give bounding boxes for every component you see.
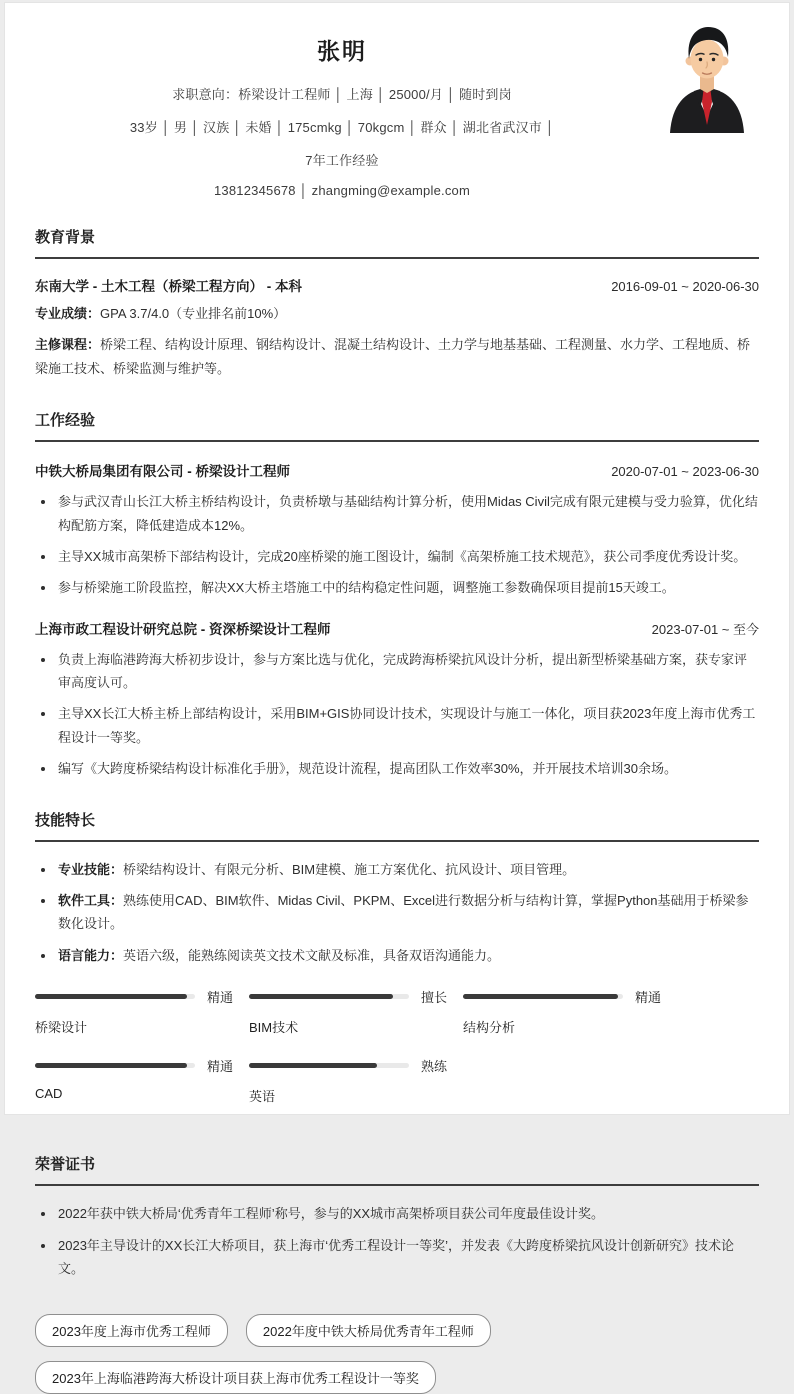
job-date-range: 2020-07-01 ~ 2023-06-30 (611, 464, 759, 480)
skill-bars-grid (35, 987, 759, 1125)
skill-bar (249, 1056, 448, 1105)
job-bullet-list (35, 648, 759, 781)
skill-bar-track (249, 1063, 409, 1068)
education-gpa-line (35, 302, 759, 326)
skills-bullet-list (35, 858, 759, 968)
education-date-range: 2016-09-01 ~ 2020-06-30 (611, 279, 759, 294)
job-bullet: • 负责上海临港跨海大桥初步设计，参与方案比选与优化，完成跨海桥梁抗风设计分析，提出新型桥梁基础方案，获专家评审高度认可。 (56, 648, 759, 695)
skill-name: BIM技术 (249, 1020, 299, 1036)
education-entry-head (35, 275, 759, 295)
education-courses-label: 主修课程： (35, 337, 101, 353)
skill-bar-track (463, 994, 623, 999)
section-skills (35, 809, 759, 1126)
education-courses-line (35, 333, 759, 381)
section-honors (35, 1153, 759, 1394)
job-entry-head (35, 618, 759, 638)
job-bullet: • 编写《大跨度桥梁结构设计标准化手册》，规范设计流程，提高团队工作效率30%，并开展技术培训30余场。 (56, 757, 759, 780)
honor-tag-badge: 2022年度中铁大桥局优秀青年工程师 (246, 1314, 491, 1347)
education-gpa-value: GPA 3.7/4.0（专业排名前10%） (100, 306, 287, 321)
job-bullet: • 主导XX城市高架桥下部结构设计，完成20座桥梁的施工图设计，编制《高架桥施工技术规范》，获公司季度优秀设计奖。 (56, 545, 759, 568)
honor-bullet: • 2023年主导设计的XX长江大桥项目，获上海市‘优秀工程设计一等奖’，并发表《大跨度桥梁抗风设计创新研究》技术论文。 (56, 1234, 759, 1281)
skill-bar (249, 987, 448, 1036)
personal-info-line: 33岁 │ 男 │ 汉族 │ 未婚 │ 175cmkg │ 70kgcm │ 群众 │ 湖北省武汉市 │ (129, 120, 555, 135)
profile-photo (655, 23, 759, 133)
section-title-education: 教育背景 (35, 226, 759, 259)
skill-bullet-text: 熟练使用CAD、BIM软件、Midas Civil、PKPM、Excel进行数据分析与结构计算，掌握Python基础用于桥梁参数化设计。 (58, 893, 749, 932)
skill-name: 结构分析 (463, 1020, 516, 1036)
profile-photo-illustration (655, 23, 759, 133)
skill-name: 桥梁设计 (35, 1020, 88, 1036)
skill-bar (35, 987, 234, 1036)
skill-name: 英语 (249, 1089, 276, 1105)
job-bullet: • 参与桥梁施工阶段监控，解决XX大桥主塔施工中的结构稳定性问题，调整施工参数确保项目提前15天竣工。 (56, 576, 759, 599)
skill-level-label: 精通 (635, 990, 662, 1006)
skill-bar (463, 987, 662, 1036)
job-bullet: • 主导XX长江大桥主桥上部结构设计，采用BIM+GIS协同设计技术，实现设计与施工一体化，项目获2023年度上海市优秀工程设计一等奖。 (56, 702, 759, 749)
skill-bar-fill (249, 1063, 377, 1068)
skill-level-label: 熟练 (421, 1059, 448, 1075)
job-company-role: 上海市政工程设计研究总院 - 资深桥梁设计工程师 (35, 621, 331, 637)
job-entry (35, 618, 759, 781)
section-title-honors: 荣誉证书 (35, 1153, 759, 1186)
job-date-range: 2023-07-01 ~ 至今 (651, 621, 759, 637)
skill-bullet-text: 桥梁结构设计、有限元分析、BIM建模、施工方案优化、抗风设计、项目管理。 (123, 861, 576, 877)
section-title-skills: 技能特长 (35, 809, 759, 842)
honor-tag-badge: 2023年度上海市优秀工程师 (35, 1314, 228, 1347)
section-title-work: 工作经验 (35, 409, 759, 442)
skill-bar-fill (463, 994, 618, 999)
skill-bullet-label: 软件工具： (58, 893, 124, 909)
section-work-experience (35, 409, 759, 781)
resume-page (4, 2, 790, 1387)
skill-bar-track (35, 994, 195, 999)
skill-bullet-label: 语言能力： (58, 947, 124, 963)
skill-level-label: 擅长 (421, 990, 448, 1006)
education-courses-value: 桥梁工程、结构设计原理、钢结构设计、混凝土结构设计、土力学与地基基础、工程测量、水力学、工程地质、桥梁施工技术、桥梁监测与维护等。 (35, 337, 751, 377)
skill-bullet-text: 英语六级，能熟练阅读英文技术文献及标准，具备双语沟通能力。 (123, 947, 501, 963)
candidate-name: 张明 (317, 38, 367, 64)
honor-tags (35, 1314, 759, 1394)
honor-bullet: • 2022年获中铁大桥局‘优秀青年工程师’称号，参与的XX城市高架桥项目获公司年度最佳设计奖。 (56, 1202, 759, 1225)
skill-name: CAD (35, 1086, 63, 1102)
job-entry-head (35, 460, 759, 480)
skill-bar-fill (249, 994, 393, 999)
job-entry (35, 460, 759, 600)
education-gpa-label: 专业成绩： (35, 306, 101, 321)
honors-bullet-list (35, 1202, 759, 1280)
skill-bar-track (249, 994, 409, 999)
skill-bar-fill (35, 1063, 187, 1068)
experience-years-line: 7年工作经验 (305, 153, 379, 168)
education-school-degree: 东南大学 - 土木工程（桥梁工程方向） - 本科 (35, 279, 302, 294)
skill-bar (35, 1056, 234, 1105)
job-bullet: • 参与武汉青山长江大桥主桥结构设计，负责桥墩与基础结构计算分析，使用Midas Civil完成有限元建模与受力验算，优化结构配筋方案，降低建造成本12%。 (56, 490, 759, 537)
skill-bullet (56, 889, 759, 936)
resume-header (35, 23, 759, 198)
header-text-block (35, 23, 649, 198)
skill-bullet-label: 专业技能： (58, 861, 124, 877)
job-intention-line: 求职意向：桥梁设计工程师 │ 上海 │ 25000/月 │ 随时到岗 (172, 87, 512, 102)
section-education (35, 226, 759, 381)
contact-line: 13812345678 │ zhangming@example.com (214, 183, 470, 198)
skill-bar-fill (35, 994, 187, 999)
skill-level-label: 精通 (207, 1059, 234, 1075)
job-bullet-list (35, 490, 759, 600)
skill-bullet (56, 944, 759, 967)
job-company-role: 中铁大桥局集团有限公司 - 桥梁设计工程师 (35, 464, 290, 480)
skill-level-label: 精通 (207, 990, 234, 1006)
skill-bullet (56, 858, 759, 881)
honor-tag-badge: 2023年上海临港跨海大桥设计项目获上海市优秀工程设计一等奖 (35, 1361, 436, 1394)
skill-bar-track (35, 1063, 195, 1068)
